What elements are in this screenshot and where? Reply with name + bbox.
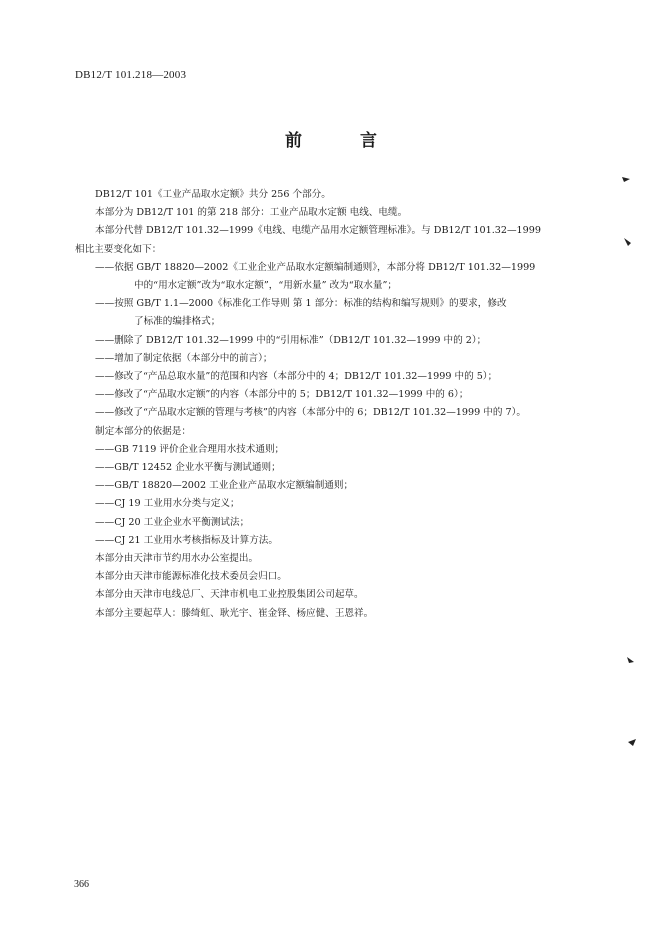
list-item-continuation: 了标准的编排格式； [134,316,221,328]
list-item: ——GB/T 12452 企业水平衡与测试通则； [95,462,281,474]
list-item: ——删除了 DB12/T 101.32—1999 中的“引用标准”（DB12/T 101.32—1999 中的 2）； [95,334,487,346]
list-item: ——修改了“产品总取水量”的范围和内容（本部分中的 4；DB12/T 101.32—1999 中的 5）； [95,371,498,383]
paragraph: 本部分代替 DB12/T 101.32—1999《电线、电缆产品用水定额管理标准》。与 DB12/T 101.32—1999 [95,225,541,237]
document-code: DB12/T 101.218—2003 [75,69,187,81]
list-item: ——CJ 20 工业企业水平衡测试法； [95,516,250,528]
list-item: ——依据 GB/T 18820—2002《工业企业产品取水定额编制通则》，本部分将 DB12/T 101.32—1999 [95,261,536,273]
paragraph: 制定本部分的依据是： [95,425,191,437]
page-title: 前 言 [285,131,403,151]
paragraph: 本部分由天津市节约用水办公室提出。 [95,553,259,565]
paragraph: DB12/T 101《工业产品取水定额》共分 256 个部分。 [95,189,331,200]
paragraph: 本部分为 DB12/T 101 的第 218 部分：工业产品取水定额 电线、电缆。 [95,207,408,219]
scan-mark-icon [623,237,633,247]
list-item: ——按照 GB/T 1.1—2000《标准化工作导则 第 1 部分：标准的结构和编写规则》的要求，修改 [95,298,507,310]
page-number: 366 [74,879,89,890]
list-item: ——CJ 21 工业用水考核指标及计算方法。 [95,534,278,546]
scan-mark-icon [627,737,637,747]
list-item: ——修改了“产品取水定额的管理与考核”的内容（本部分中的 6；DB12/T 101.32—1999 中的 7）。 [95,407,526,419]
list-item: ——增加了制定依据（本部分中的前言）； [95,352,273,364]
scan-mark-icon [625,655,635,665]
scan-mark-icon [621,174,631,184]
list-item: ——GB/T 18820—2002 工业企业产品取水定额编制通则； [95,480,354,492]
list-item: ——CJ 19 工业用水分类与定义； [95,498,240,510]
paragraph: 相比主要变化如下： [75,243,162,255]
list-item-continuation: 中的“用水定额”改为“取水定额”，“用新水量” 改为“取水量”； [134,280,397,292]
paragraph: 本部分主要起草人：滕绮虹、耿光宇、崔金铎、杨应健、王恩祥。 [95,607,374,619]
paragraph: 本部分由天津市电线总厂、天津市机电工业控股集团公司起草。 [95,589,364,601]
paragraph: 本部分由天津市能源标准化技术委员会归口。 [95,571,287,583]
list-item: ——修改了“产品取水定额”的内容（本部分中的 5；DB12/T 101.32—1999 中的 6）； [95,389,469,401]
foreword-body [75,186,595,623]
list-item: ——GB 7119 评价企业合理用水技术通则； [95,443,285,455]
